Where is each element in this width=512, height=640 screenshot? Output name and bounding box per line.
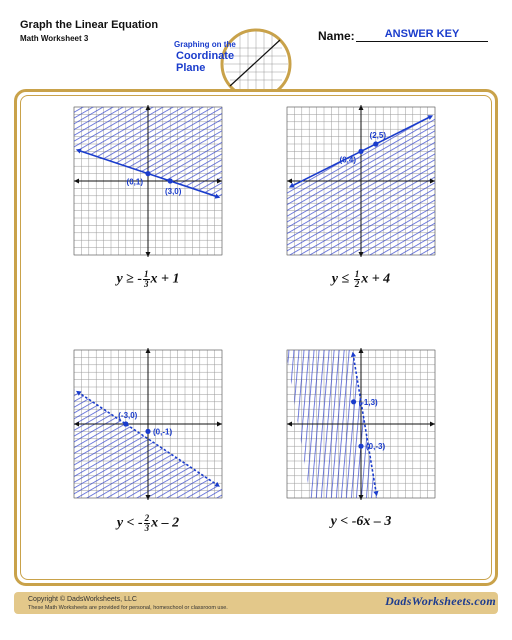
equation-2-denominator: 2: [354, 279, 360, 289]
plotted-point: [123, 421, 128, 426]
graph-2: [284, 102, 438, 260]
point-label: (0,-3): [366, 442, 386, 452]
plotted-point: [358, 149, 363, 154]
plotted-point: [358, 444, 363, 449]
worksheet-title: Graph the Linear Equation: [20, 19, 159, 31]
name-value: ANSWER KEY: [356, 28, 488, 42]
equation-1-rhs: x + 1: [150, 271, 180, 287]
point-label: (-1,3): [358, 397, 378, 407]
y-axis-arrow-down: [146, 252, 151, 257]
y-axis-arrow-up: [146, 348, 151, 353]
equation-3-denominator: 3: [144, 523, 150, 533]
equation-3-fraction: [144, 514, 151, 533]
equation-2-rhs: x + 4: [361, 271, 391, 287]
point-label: (0,4): [339, 155, 356, 165]
point-label: (3,0): [164, 187, 182, 196]
plotted-point: [145, 429, 150, 434]
equation-3: [68, 514, 228, 533]
brand-logo: DadsWorksheets.com: [385, 594, 496, 608]
equation-2: [281, 270, 441, 289]
x-axis-arrow-left: [287, 179, 292, 184]
x-axis-arrow-right: [430, 422, 435, 427]
equation-2-lhs: y ≤: [331, 271, 353, 287]
point-label: (2,5): [369, 131, 387, 140]
footer-note: These Math Worksheets are provided for personal, homeschool or classroom use.: [28, 605, 228, 611]
equation-1-lhs: y ≥ -: [116, 271, 143, 287]
y-axis-arrow-up: [359, 105, 364, 110]
equation-1-fraction: [143, 270, 150, 289]
equation-4: [281, 514, 441, 530]
plotted-point: [145, 171, 150, 176]
logo-line1: Graphing on the: [174, 40, 236, 49]
equation-2-numerator: 1: [354, 269, 360, 279]
point-label: (0,-1): [153, 427, 173, 437]
equation-3-numerator: 2: [144, 513, 150, 523]
equation-4-text: y < -6x – 3: [330, 514, 392, 529]
worksheet-subtitle: Math Worksheet 3: [20, 34, 89, 43]
logo-line3: Plane: [176, 62, 206, 74]
equation-1: [68, 270, 228, 289]
point-label: (0,1): [126, 177, 143, 187]
graph-3: [71, 345, 225, 503]
graph-1: [71, 102, 225, 260]
y-axis-arrow-up: [359, 348, 364, 353]
x-axis-arrow-right: [217, 422, 222, 427]
equation-3-lhs: y < -: [116, 515, 143, 531]
graph-4: [284, 345, 438, 503]
x-axis-arrow-left: [74, 179, 79, 184]
logo-line2: Coordinate: [176, 50, 235, 62]
equation-3-rhs: x – 2: [151, 515, 180, 531]
x-axis-arrow-left: [287, 422, 292, 427]
plotted-point: [168, 178, 173, 183]
name-label: Name:: [318, 29, 355, 43]
plotted-point: [351, 399, 356, 404]
equation-2-fraction: [354, 270, 361, 289]
copyright-text: Copyright © DadsWorksheets, LLC: [28, 596, 137, 603]
equation-1-numerator: 1: [144, 269, 149, 279]
equation-1-denominator: 3: [144, 279, 149, 289]
point-label: (-3,0): [118, 411, 138, 420]
plotted-point: [373, 141, 378, 146]
